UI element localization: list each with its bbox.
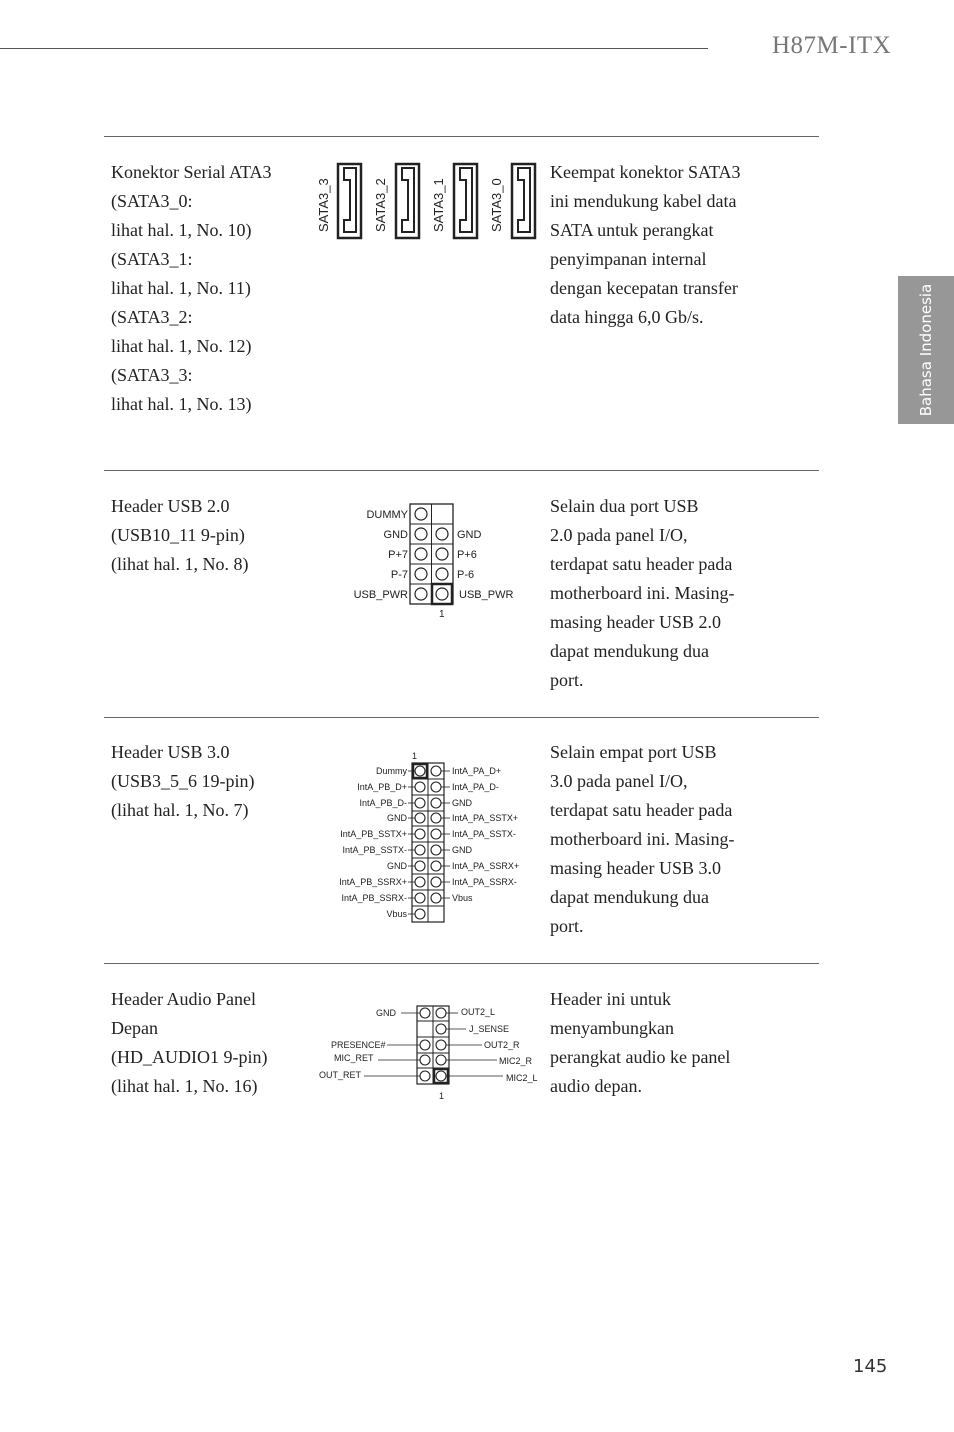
- usb3-pin-label: IntA_PB_SSTX+: [340, 829, 407, 839]
- usb3-pin-label: IntA_PB_SSRX+: [339, 877, 407, 887]
- section-rule: [104, 470, 819, 471]
- usb3-pin-label: GND: [452, 845, 472, 855]
- audio-pin-label: MIC_RET: [334, 1053, 374, 1063]
- audio-pin-label: GND: [376, 1008, 396, 1018]
- audio-pin-label: PRESENCE#: [331, 1040, 386, 1050]
- audio-description: Header ini untuk menyambungkan perangkat audio ke panel audio depan.: [550, 989, 731, 1096]
- usb3-pin1-marker: 1: [412, 751, 418, 761]
- audio-title: Header Audio Panel Depan (HD_AUDIO1 9-pin) (lihat hal. 1, No. 16): [111, 989, 268, 1096]
- page-number: 145: [853, 1356, 888, 1377]
- language-tab: [898, 276, 954, 424]
- usb2-pin1-marker: 1: [439, 609, 445, 620]
- usb3-pin-label: IntA_PB_SSTX-: [342, 845, 407, 855]
- audio-pin-label: MIC2_L: [506, 1073, 538, 1083]
- usb2-pin-label: P-7: [390, 569, 408, 581]
- audio-pin-label: OUT_RET: [319, 1070, 362, 1080]
- usb2-pin-label: GND: [457, 529, 482, 541]
- audio-pin-label: OUT2_L: [461, 1007, 496, 1017]
- sata3-1-label: SATA3_1: [431, 178, 446, 232]
- usb2-pin-label: P-6: [457, 569, 475, 581]
- sata3-3-connector: [316, 164, 361, 238]
- sata3-3-label: SATA3_3: [316, 178, 331, 232]
- usb3-pin-label: Dummy: [376, 766, 407, 776]
- usb3-pin-label: Vbus: [452, 893, 473, 903]
- usb3-pin-label: IntA_PA_SSRX+: [452, 861, 520, 871]
- sata-title: Konektor Serial ATA3 (SATA3_0: lihat hal. 1, No. 10) (SATA3_1: lihat hal. 1, No. 11) (SATA3_2: lihat hal. 1, No. 12) (SATA3_3: lihat hal. 1, No. 13): [111, 162, 272, 414]
- usb2-pin-label: DUMMY: [366, 509, 408, 521]
- audio-pin-label: J_SENSE: [469, 1024, 510, 1034]
- audio-header-diagram: [0, 995, 954, 1110]
- usb3-pin-label: GND: [452, 798, 472, 808]
- sata3-2-connector: [373, 164, 419, 238]
- usb3-pin-label: Vbus: [386, 909, 407, 919]
- usb3-title: Header USB 3.0 (USB3_5_6 19-pin) (lihat hal. 1, No. 7): [111, 742, 255, 820]
- usb3-description: Selain empat port USB 3.0 pada panel I/O, terdapat satu header pada motherboard ini. Masing- masing header USB 3.0 dapat mendukung dua port.: [550, 742, 735, 936]
- usb2-title: Header USB 2.0 (USB10_11 9-pin) (lihat hal. 1, No. 8): [111, 496, 249, 574]
- sata3-1-connector: [431, 164, 477, 238]
- usb3-pin-label: IntA_PA_SSRX-: [452, 877, 517, 887]
- sata3-0-connector: [489, 164, 535, 238]
- audio-pin1-marker: 1: [439, 1091, 445, 1101]
- usb3-header-diagram: [0, 740, 954, 930]
- usb3-pin-label: IntA_PA_SSTX+: [452, 813, 519, 823]
- usb2-pin-label: USB_PWR: [459, 589, 514, 601]
- sata3-0-label: SATA3_0: [489, 178, 504, 232]
- model-title: H87M-ITX: [772, 32, 892, 59]
- usb3-pin-label: GND: [387, 813, 407, 823]
- usb2-description: Selain dua port USB 2.0 pada panel I/O, terdapat satu header pada motherboard ini. Masing- masing header USB 2.0 dapat mendukung dua port.: [550, 496, 735, 690]
- sata3-2-label: SATA3_2: [373, 178, 388, 232]
- sata-description: Keempat konektor SATA3 ini mendukung kabel data SATA untuk perangkat penyimpanan internal dengan kecepatan transfer data hingga 6,0 Gb/s.: [550, 162, 741, 327]
- section-rule: [104, 717, 819, 718]
- usb3-pin-label: IntA_PB_D-: [359, 798, 407, 808]
- usb3-pin-label: GND: [387, 861, 407, 871]
- section-rule: [104, 963, 819, 964]
- sata-connectors: [0, 0, 954, 260]
- audio-pin-label: MIC2_R: [499, 1056, 533, 1066]
- usb3-pin-label: IntA_PA_SSTX-: [452, 829, 516, 839]
- usb3-pin-label: IntA_PB_D+: [357, 782, 407, 792]
- usb2-header-diagram: [0, 480, 954, 630]
- usb3-pin-label: IntA_PB_SSRX-: [341, 893, 407, 903]
- usb2-pin-label: P+6: [457, 549, 477, 561]
- usb3-pin-label: IntA_PA_D-: [452, 782, 499, 792]
- usb2-pin-label: GND: [383, 529, 408, 541]
- usb2-pin-label: USB_PWR: [353, 589, 408, 601]
- language-tab-label: Bahasa Indonesia: [917, 283, 935, 417]
- usb3-pin-label: IntA_PA_D+: [452, 766, 502, 776]
- usb2-pin-label: P+7: [388, 549, 408, 561]
- audio-pin-label: OUT2_R: [484, 1040, 520, 1050]
